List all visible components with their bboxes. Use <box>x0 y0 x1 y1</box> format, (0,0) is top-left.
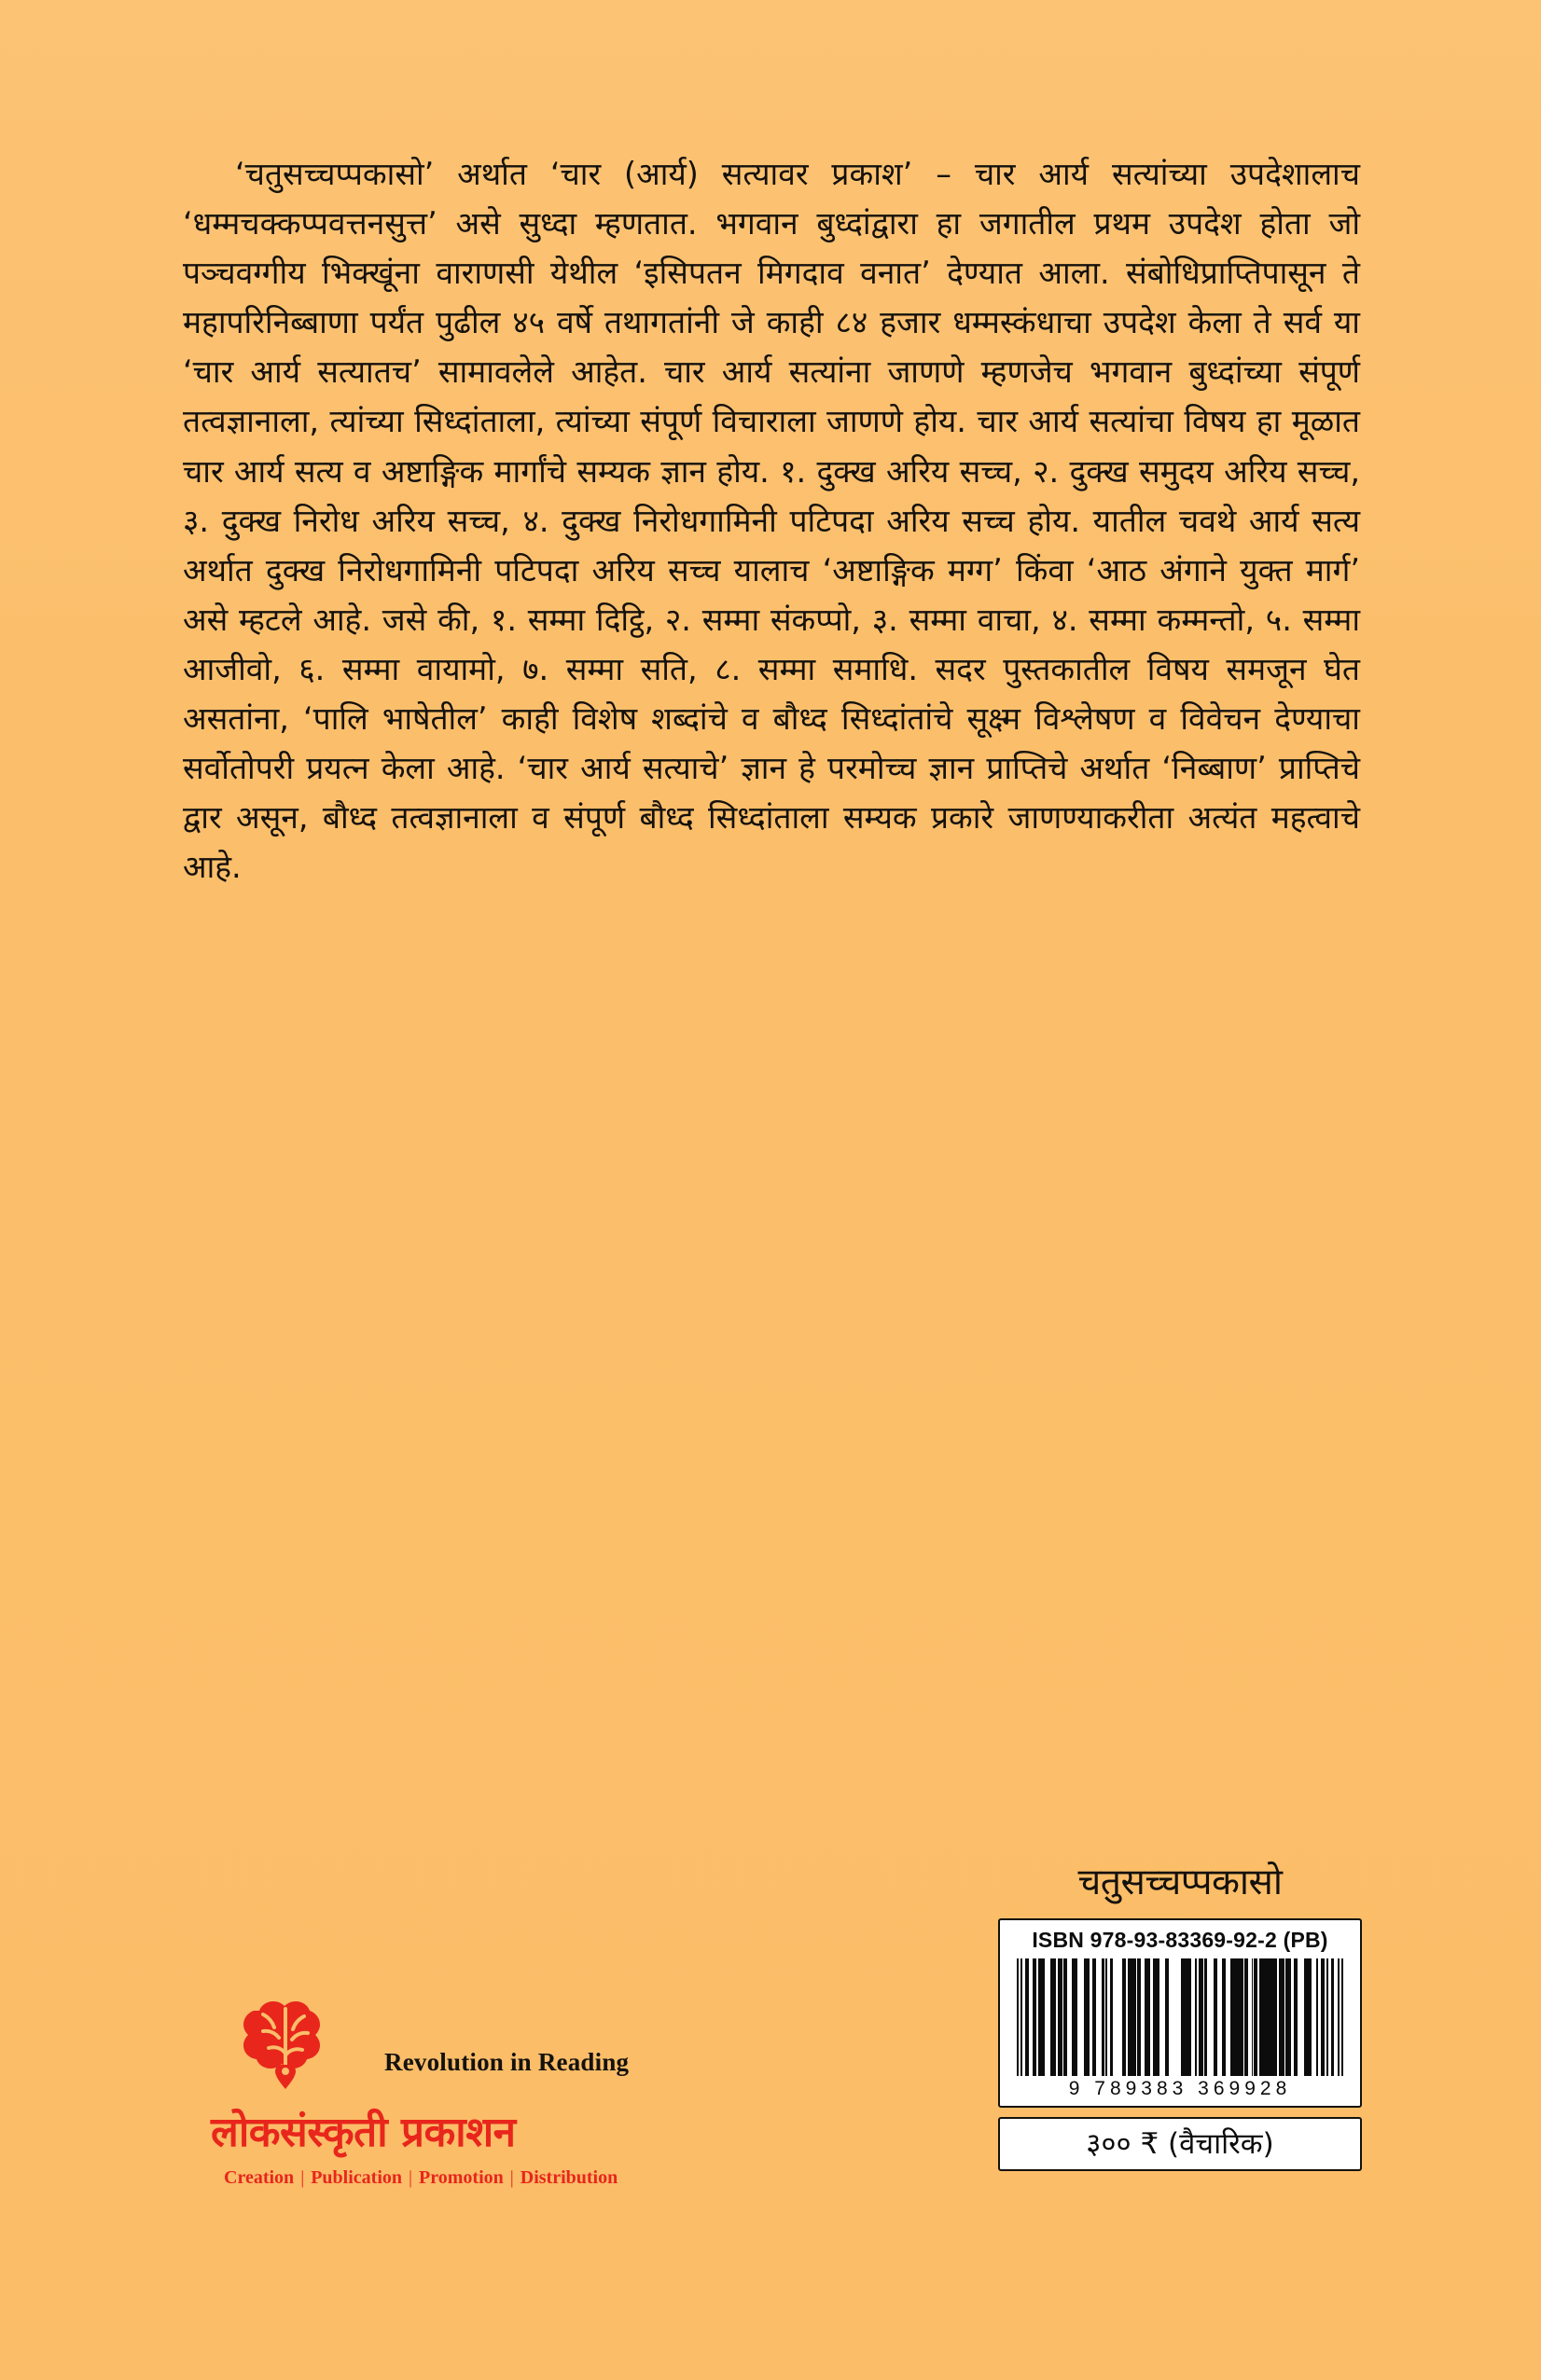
price-label: ३०० ₹ (वैचारिक) <box>1086 2127 1274 2161</box>
publisher-services: Creation | Publication | Promotion | Distribution <box>224 2167 618 2188</box>
brain-book-logo-icon <box>235 1986 354 2100</box>
isbn-number: ISBN 978-93-83369-92-2 (PB) <box>1032 1928 1328 1952</box>
barcode-bars <box>1017 1958 1343 2076</box>
barcode-digits: 9 789383 369928 <box>1068 2078 1292 2099</box>
barcode-card <box>998 1918 1362 2108</box>
service-creation: Creation <box>224 2167 295 2188</box>
service-distribution: Distribution <box>520 2167 618 2188</box>
pali-book-title: चतुसच्चप्पकासो <box>1077 1861 1283 1903</box>
isbn-barcode-block <box>998 1856 1362 2171</box>
price-card <box>998 2117 1362 2171</box>
publisher-block <box>207 1985 683 2255</box>
service-promotion: Promotion <box>419 2167 504 2188</box>
publisher-tagline: Revolution in Reading <box>384 2048 630 2076</box>
service-publication: Publication <box>311 2167 402 2188</box>
back-cover-blurb: ‘चतुसच्चप्पकासो’ अर्थात ‘चार (आर्य) सत्यावर प्रकाश’ – चार आर्य सत्यांच्या उपदेशालाच ‘धम्मचक्कप्पवत्तनसुत्त’ असे सुध्दा म्हणतात. भगवान बुध्दांद्वारा हा जगातील प्रथम उपदेश होता जो पञ्चवग्गीय भिक्खूंना वाराणसी येथील ‘इसिपतन मिगदाव वनात’ देण्यात आला. संबोधिप्राप्तिपासून ते महापरिनिब्बाणा पर्यंत पुढील ४५ वर्षे तथागतांनी जे काही ८४ हजार धम्मस्कंधाचा उपदेश केला ते सर्व या ‘चार आर्य सत्यातच’ सामावलेले आहेत. चार आर्य सत्यांना जाणणे म्हणजेच भगवान बुध्दांच्या संपूर्ण तत्वज्ञानाला, त्यांच्या सिध्दांताला, त्यांच्या संपूर्ण विचाराला जाणणे होय. चार आर्य सत्यांचा विषय हा मूळात चार आर्य सत्य व अष्टाङ्गिक मार्गांचे सम्यक ज्ञान होय. १. दुक्ख अरिय सच्च, २. दुक्ख समुदय अरिय सच्च, ३. दुक्ख निरोध अरिय सच्च, ४. दुक्ख निरोधगामिनी पटिपदा अरिय सच्च होय. यातील चवथे आर्य सत्य अर्थात दुक्ख निरोधगामिनी पटिपदा अरिय सच्च यालाच ‘अष्टाङ्गिक मग्ग’ किंवा ‘आठ अंगाने युक्त मार्ग’ असे म्हटले आहे. जसे की, १. सम्मा दिट्ठि, २. सम्मा संकप्पो, ३. सम्मा वाचा, ४. सम्मा कम्मन्तो, ५. सम्मा आजीवो, ६. सम्मा वायामो, ७. सम्मा सति, ८. सम्मा समाधि. सदर पुस्तकातील विषय समजून घेत असतांना, ‘पालि भाषेतील’ काही विशेष शब्दांचे व बौध्द सिध्दांतांचे सूक्ष्म विश्लेषण व विवेचन देण्याचा सर्वोतोपरी प्रयत्न केला आहे. ‘चार आर्य सत्याचे’ ज्ञान हे परमोच्च ज्ञान प्राप्तिचे अर्थात ‘निब्बाण’ प्राप्तिचे द्वार असून, बौध्द तत्वज्ञानाला व संपूर्ण बौध्द सिध्दांताला सम्यक प्रकारे जाणण्याकरीता अत्यंत महत्वाचे आहे. <box>183 156 1370 886</box>
publisher-name: लोकसंस्कृती प्रकाशन <box>211 2109 516 2156</box>
